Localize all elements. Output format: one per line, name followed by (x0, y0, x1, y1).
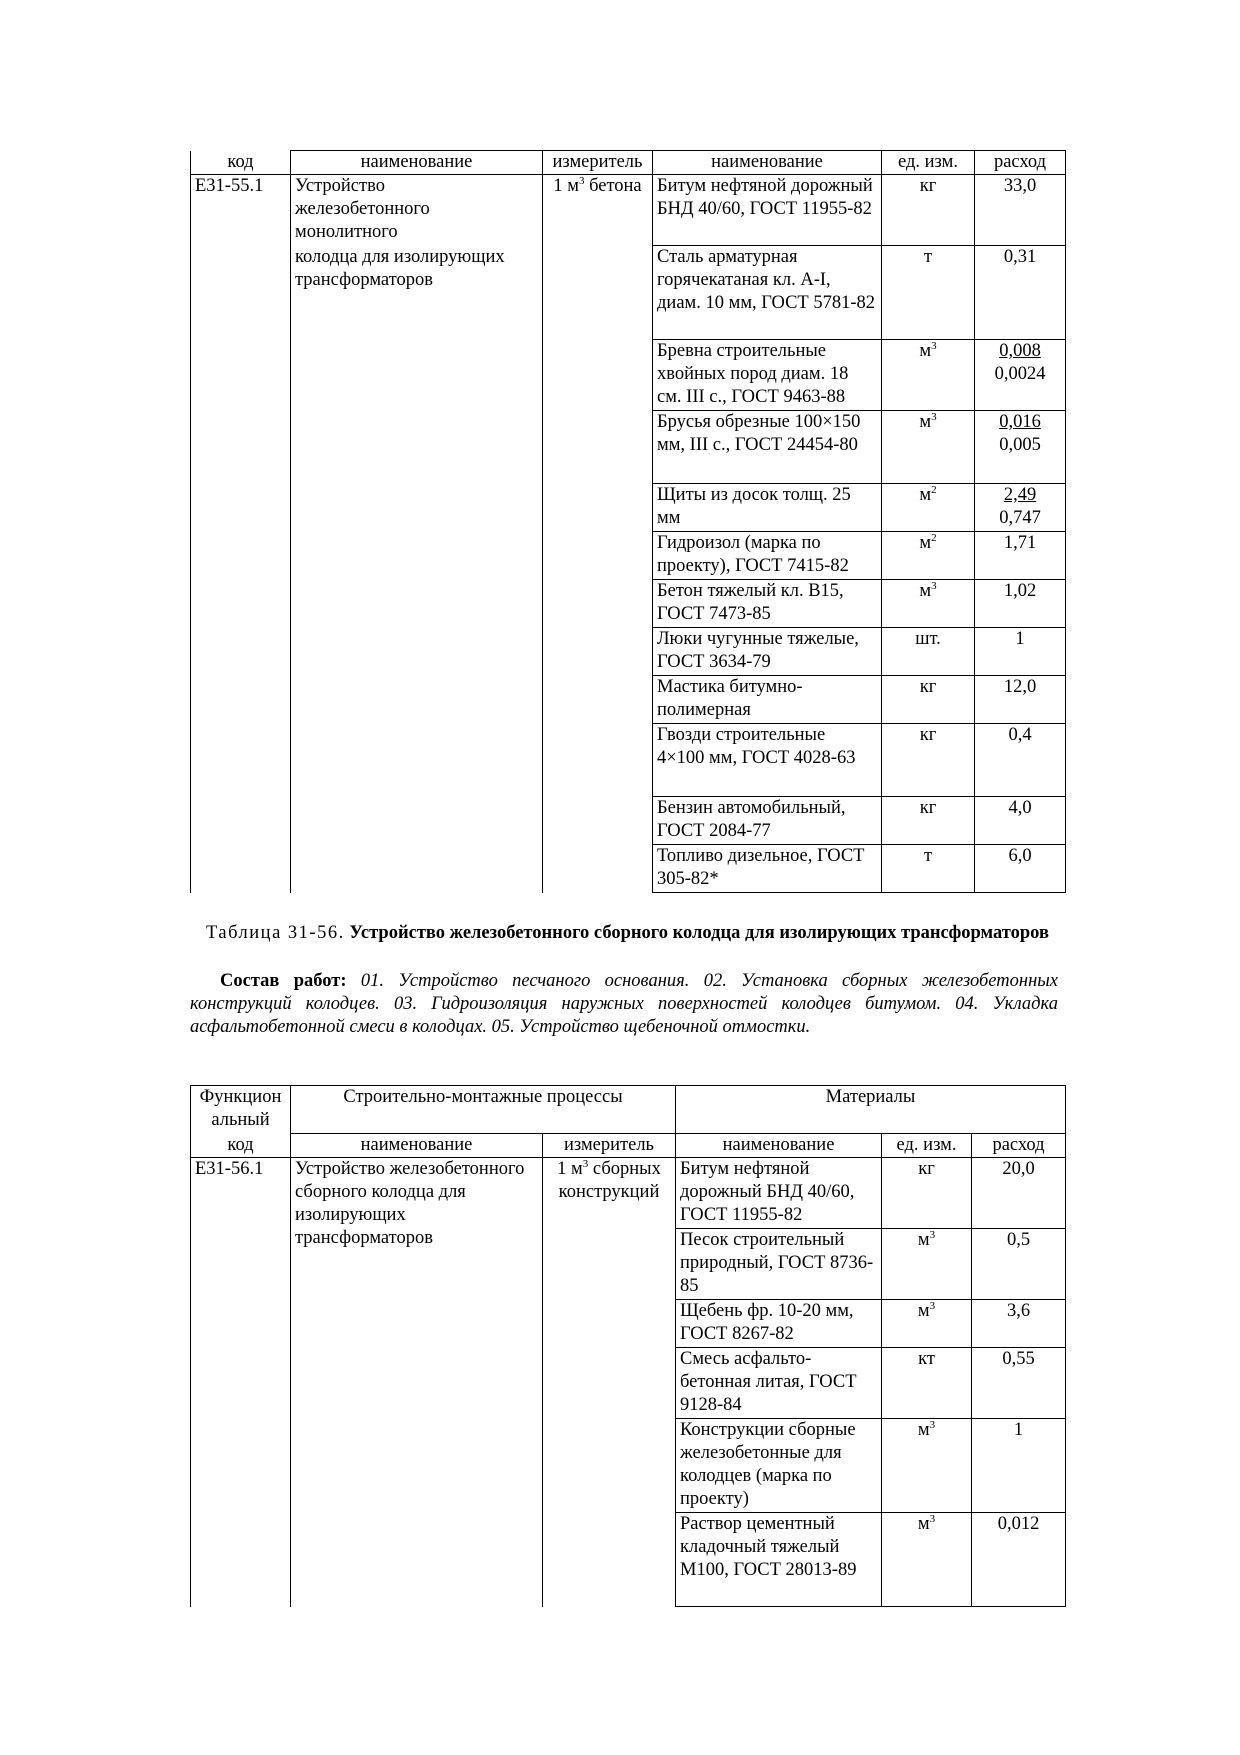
row-process-name (291, 175, 543, 246)
row-code-cont (191, 340, 291, 893)
material-name: Бревна строительные хвойных пород диам. 18 см. III с., ГОСТ 9463-88 (653, 340, 882, 411)
material-qty: 1,02 (975, 580, 1066, 628)
row-process-name: Устройство железобетонного сборного колодца для изолирующих трансформаторов (291, 1158, 543, 1607)
material-unit (882, 484, 975, 532)
unit-sup: 3 (931, 579, 937, 592)
material-unit: кг (882, 724, 975, 797)
unit-sup: 2 (931, 531, 937, 544)
row-meter (543, 175, 653, 246)
material-qty (975, 340, 1066, 411)
material-qty: 33,0 (975, 175, 1066, 246)
process-line: трансформаторов (295, 269, 433, 290)
material-name: Бензин автомобильный, ГОСТ 2084-77 (653, 797, 882, 845)
qty-value: 2,49 (1003, 485, 1037, 505)
qty-value: 0,016 (999, 412, 1041, 432)
table-caption (190, 922, 1065, 945)
material-name: Сталь арматурная горячекатаная кл. А-I, диам. 10 мм, ГОСТ 5781-82 (653, 246, 882, 340)
material-unit: т (882, 246, 975, 340)
material-qty: 12,0 (975, 676, 1066, 724)
material-name: Раствор цементный кладочный тяжелый М100, ГОСТ 28013-89 (676, 1513, 882, 1607)
col-header-meter: измеритель (543, 151, 653, 175)
table-row (191, 175, 1066, 246)
material-unit (882, 1513, 972, 1607)
material-name: Битум нефтяной дорожный БНД 40/60, ГОСТ 11955-82 (653, 175, 882, 246)
material-name: Битум нефтяной дорожный БНД 40/60, ГОСТ 11955-82 (676, 1158, 882, 1229)
works-text: 01. Устройство песчаного основания. 02. Установка сборных железобетонных конструкций колодцев. 03. Гидроизоляция наружных поверхностей колодцев битумом. 04. Укладка асфальтобетонной смеси в колодцах. 05. Устройство щебеночной отмостки. (190, 971, 1058, 1037)
unit-base: м (919, 485, 932, 505)
material-name: Щебень фр. 10-20 мм, ГОСТ 8267-82 (676, 1300, 882, 1348)
material-name: Брусья обрезные 100×150 мм, III с., ГОСТ 24454-80 (653, 411, 882, 484)
unit-base: м (919, 533, 932, 553)
material-qty: 1 (975, 628, 1066, 676)
unit-base: м (919, 412, 932, 432)
material-name: Конструкции сборные железобетонные для колодцев (марка по проекту) (676, 1419, 882, 1513)
col-header-code: код (191, 151, 291, 175)
material-unit (882, 1300, 972, 1348)
header-row (191, 1134, 1066, 1158)
unit-base: м (917, 1514, 930, 1534)
col-header-process-name: наименование (291, 151, 543, 175)
unit-base: м (919, 581, 932, 601)
col-header-qty: расход (972, 1134, 1066, 1158)
qty-value-alt: 0,747 (999, 508, 1041, 528)
header-row (191, 151, 1066, 175)
material-name: Смесь асфальто-бетонная литая, ГОСТ 9128-84 (676, 1348, 882, 1419)
col-header-qty: расход (975, 151, 1066, 175)
meter-prefix: 1 м (553, 176, 579, 196)
material-unit: т (882, 845, 975, 893)
col-header-process-name: наименование (291, 1134, 543, 1158)
row-code: Е31-55.1 (191, 175, 291, 340)
unit-base: м (917, 1301, 930, 1321)
material-qty: 3,6 (972, 1300, 1066, 1348)
material-qty: 0,31 (975, 246, 1066, 340)
unit-sup: 3 (931, 339, 937, 352)
qty-value-alt: 0,005 (999, 435, 1041, 455)
material-qty: 0,55 (972, 1348, 1066, 1419)
material-name: Гидроизол (марка по проекту), ГОСТ 7415-82 (653, 532, 882, 580)
process-line: железобетонного (295, 199, 430, 219)
group-header-func: Функцион альный (191, 1086, 291, 1134)
material-name: Люки чугунные тяжелые, ГОСТ 3634-79 (653, 628, 882, 676)
material-name: Топливо дизельное, ГОСТ 305-82* (653, 845, 882, 893)
table-caption-title: Устройство железобетонного сборного колодца для изолирующих трансформаторов (349, 923, 1049, 943)
material-qty: 0,012 (972, 1513, 1066, 1607)
meter-prefix: 1 м (557, 1159, 583, 1179)
process-line: Устройство (295, 176, 385, 196)
material-qty: 4,0 (975, 797, 1066, 845)
material-unit: кг (882, 797, 975, 845)
material-qty: 6,0 (975, 845, 1066, 893)
material-qty: 20,0 (972, 1158, 1066, 1229)
col-header-unit: ед. изм. (882, 1134, 972, 1158)
col-header-meter: измеритель (543, 1134, 676, 1158)
qty-value-alt: 0,0024 (994, 364, 1046, 384)
material-unit: кг (882, 1158, 972, 1229)
material-unit (882, 580, 975, 628)
col-header-code: код (191, 1134, 291, 1158)
table-31-56 (190, 1085, 1066, 1607)
material-name: Бетон тяжелый кл. В15, ГОСТ 7473-85 (653, 580, 882, 628)
row-code: Е31-56.1 (191, 1158, 291, 1607)
meter-sup: 3 (582, 1157, 589, 1170)
process-line: колодца для изолирующих (295, 246, 505, 267)
group-header-materials: Материалы (676, 1086, 1066, 1134)
material-unit (882, 1229, 972, 1300)
material-unit (882, 340, 975, 411)
material-unit: кг (882, 676, 975, 724)
unit-sup: 2 (931, 483, 937, 496)
material-unit (882, 1419, 972, 1513)
material-qty (975, 411, 1066, 484)
material-qty: 1 (972, 1419, 1066, 1513)
unit-sup: 3 (931, 410, 937, 423)
process-line: монолитного (295, 222, 398, 242)
material-qty: 0,4 (975, 724, 1066, 797)
material-qty: 1,71 (975, 532, 1066, 580)
material-qty: 0,5 (972, 1229, 1066, 1300)
col-header-material-name: наименование (676, 1134, 882, 1158)
meter-sup: 3 (578, 174, 585, 187)
material-unit (882, 411, 975, 484)
meter-suffix: бетона (584, 176, 642, 196)
col-header-unit: ед. изм. (882, 151, 975, 175)
qty-value: 0,008 (999, 341, 1041, 361)
unit-base: м (917, 1230, 930, 1250)
material-name: Щиты из досок толщ. 25 мм (653, 484, 882, 532)
works-heading: Состав работ: (220, 971, 347, 991)
table-row (191, 1158, 1066, 1229)
unit-base: м (919, 341, 932, 361)
group-header-row (191, 1086, 1066, 1134)
material-name: Гвозди строительные 4×100 мм, ГОСТ 4028-63 (653, 724, 882, 797)
material-unit (882, 532, 975, 580)
row-meter-cont (543, 246, 653, 893)
material-name: Мастика битумно-полимерная (653, 676, 882, 724)
row-meter (543, 1158, 676, 1607)
unit-sup: 3 (929, 1512, 936, 1525)
table-31-55 (190, 150, 1066, 893)
material-name: Песок строительный природный, ГОСТ 8736-85 (676, 1229, 882, 1300)
row-process-name-cont (291, 246, 543, 893)
meter-suffix: сборных конструкций (558, 1159, 661, 1202)
material-unit: кт (882, 1348, 972, 1419)
material-unit: шт. (882, 628, 975, 676)
table-caption-label: Таблица 31-56. (206, 923, 345, 943)
unit-sup: 3 (929, 1228, 936, 1241)
works-composition (190, 970, 1058, 1039)
unit-sup: 3 (929, 1418, 936, 1431)
table-row (191, 246, 1066, 340)
material-unit: кг (882, 175, 975, 246)
material-qty (975, 484, 1066, 532)
col-header-material-name: наименование (653, 151, 882, 175)
group-header-processes: Строительно-монтажные процессы (291, 1086, 676, 1134)
unit-base: м (917, 1420, 930, 1440)
unit-sup: 3 (929, 1299, 936, 1312)
